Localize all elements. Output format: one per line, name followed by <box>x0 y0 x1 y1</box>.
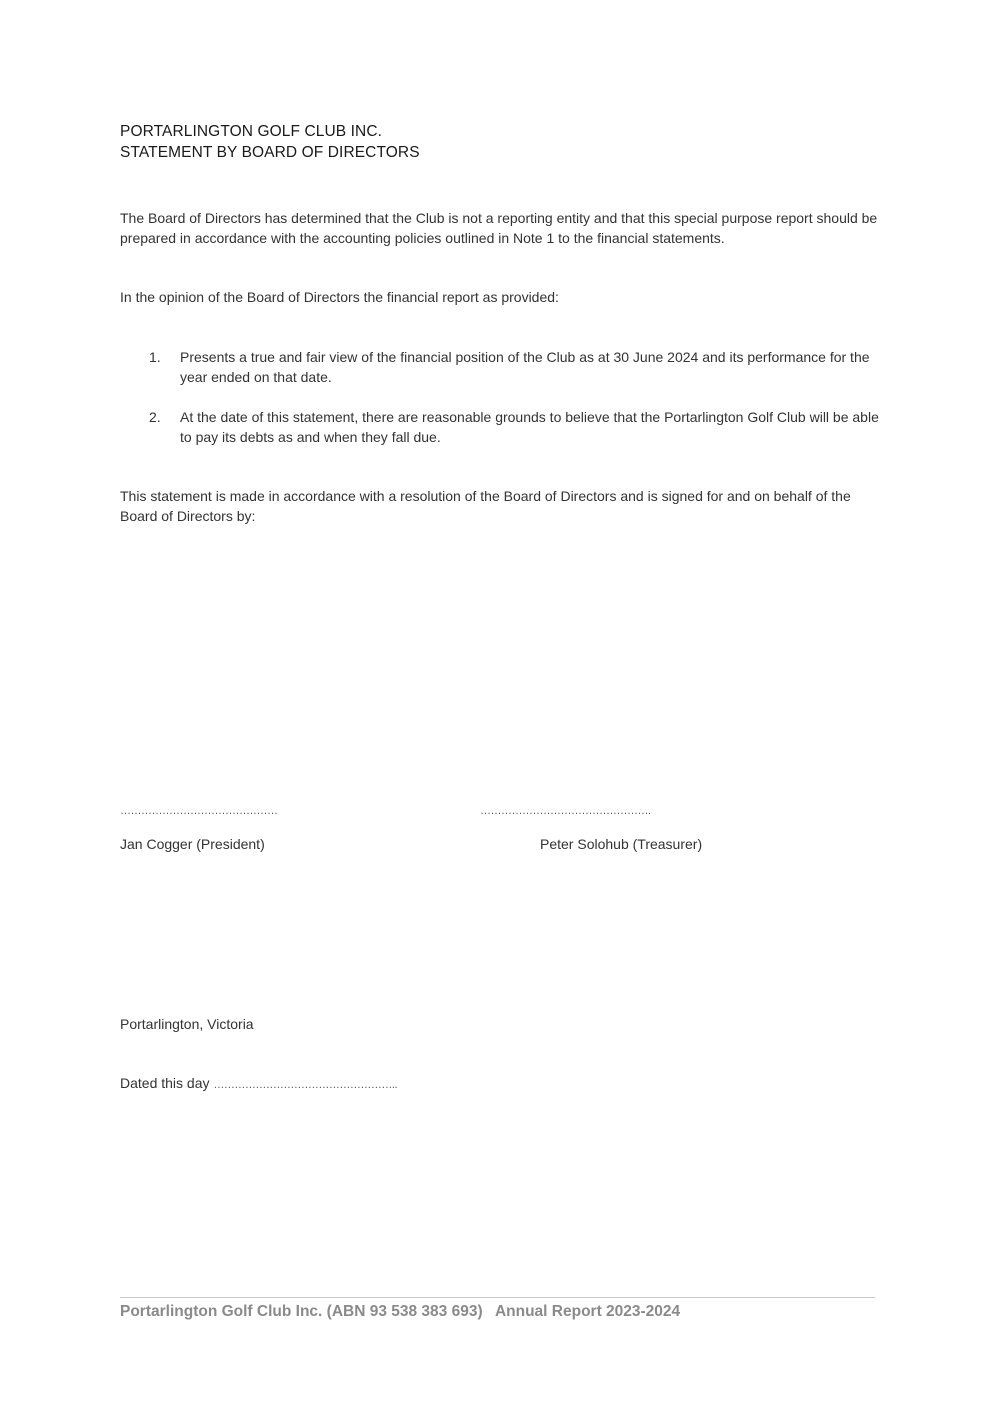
list-item-number: 1. <box>149 349 161 365</box>
list-item <box>120 347 880 387</box>
opinion-list <box>120 347 880 467</box>
footer-divider <box>120 1297 875 1298</box>
intro-paragraph: The Board of Directors has determined that the Club is not a reporting entity and that this special purpose report should be prepared in accordance with the accounting policies outlined in Note 1 to the financial statements. <box>120 210 878 246</box>
page-footer: Portarlington Golf Club Inc. (ABN 93 538 383 693) Annual Report 2023-2024 <box>120 1303 681 1320</box>
title-line-1: PORTARLINGTON GOLF CLUB INC. <box>120 123 383 140</box>
dated-blank: …………………………………………….. <box>213 1079 398 1091</box>
treasurer-signature-line: …………………………………………. <box>480 805 651 817</box>
resolution-paragraph: This statement is made in accordance with a resolution of the Board of Directors and is signed for and on behalf of the Board of Directors by: <box>120 488 851 524</box>
page-title <box>120 121 420 163</box>
dated-label: Dated this day <box>120 1075 214 1091</box>
treasurer-name: Peter Solohub (Treasurer) <box>540 836 703 852</box>
list-item-text: Presents a true and fair view of the financial position of the Club as at 30 June 2024 and its performance for the year ended on that date. <box>180 349 870 385</box>
list-item <box>120 407 880 447</box>
opinion-lead-paragraph: In the opinion of the Board of Directors the financial report as provided: <box>120 289 559 305</box>
dated-line <box>120 1073 397 1095</box>
list-item-number: 2. <box>149 409 161 425</box>
list-item-text: At the date of this statement, there are reasonable grounds to believe that the Portarlington Golf Club will be able to pay its debts as and when they fall due. <box>180 409 879 445</box>
signing-place: Portarlington, Victoria <box>120 1016 254 1032</box>
president-name: Jan Cogger (President) <box>120 836 265 852</box>
president-signature-line: ……………………………………… <box>120 805 278 817</box>
title-line-2: STATEMENT BY BOARD OF DIRECTORS <box>120 144 420 161</box>
